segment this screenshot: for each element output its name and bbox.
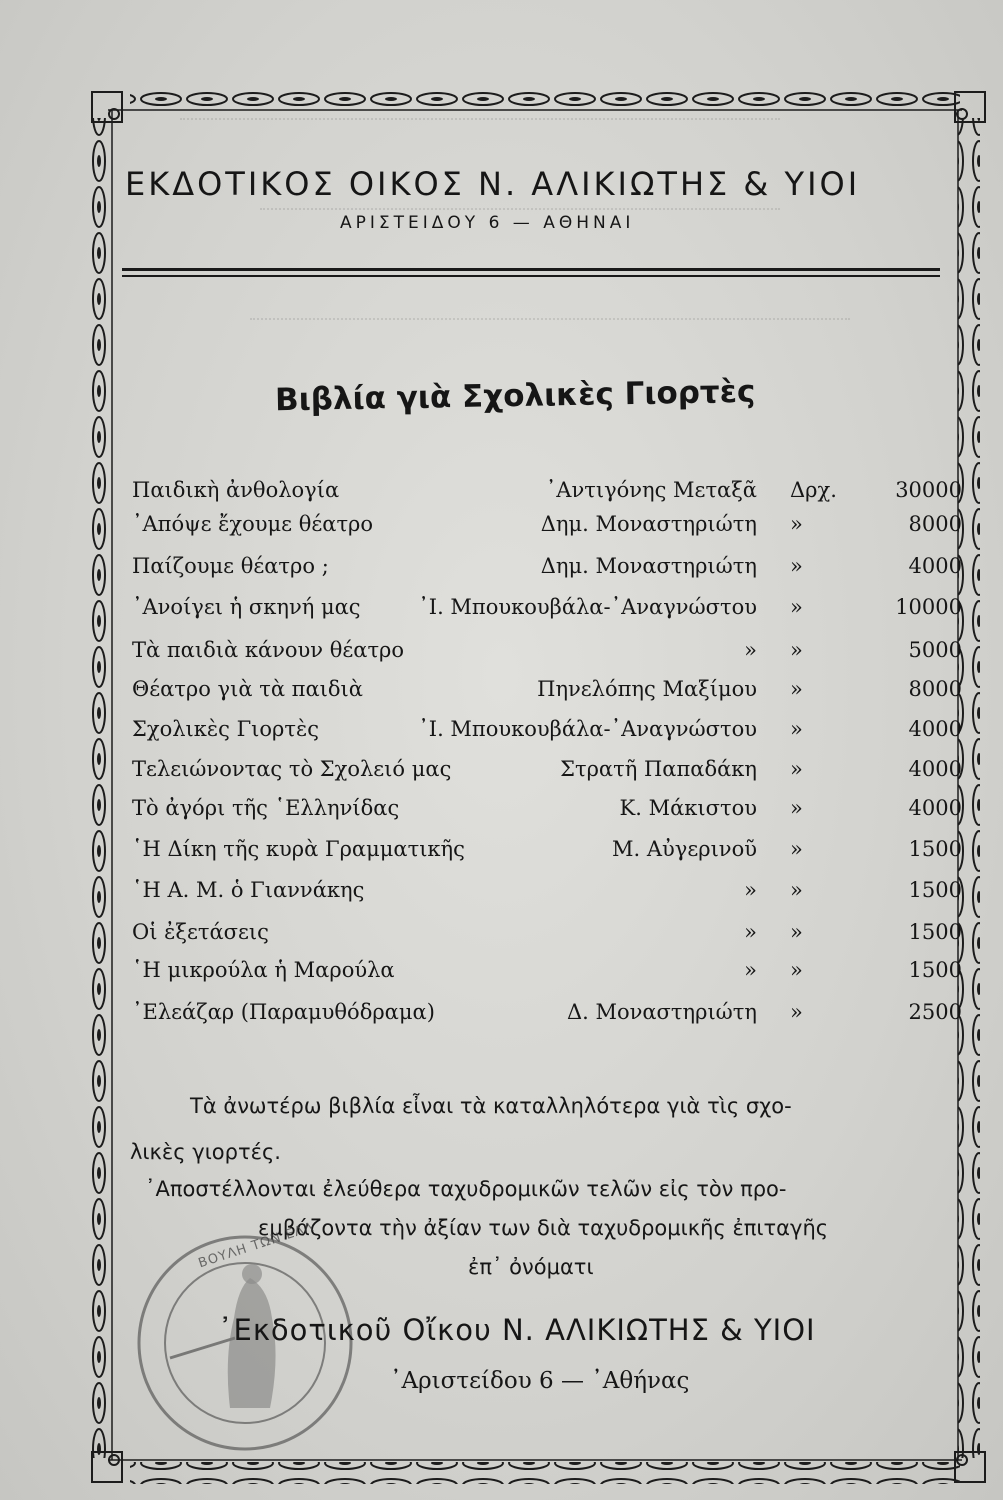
publisher-name: ΕΚΔΟΤΙΚΟΣ ΟΙΚΟΣ Ν. ΑΛΙΚΙΩΤΗΣ & ΥΙΟΙ — [125, 165, 861, 203]
catalog-row — [132, 512, 962, 548]
catalog-row — [132, 717, 962, 753]
catalog-row — [132, 757, 962, 793]
note-line: Τὰ ἀνωτέρω βιβλία εἶναι τὰ καταλληλότερα γιὰ τὶς σχο- — [190, 1094, 792, 1118]
book-author: » — [744, 920, 757, 944]
catalog-row — [132, 677, 962, 713]
book-title: ᾿Ελεάζαρ (Παραμυθόδραμα) — [132, 1000, 435, 1024]
book-price: 1500 — [908, 920, 962, 944]
book-currency: » — [790, 677, 803, 701]
book-currency: » — [790, 757, 803, 781]
book-currency: » — [790, 920, 803, 944]
catalog-row — [132, 796, 962, 832]
book-author: ᾿Ι. Μπουκουβάλα-᾿Αναγνώστου — [418, 595, 757, 619]
book-title: ᾿Απόψε ἔχουμε θέατρο — [132, 512, 374, 536]
book-author: ᾿Αντιγόνης Μεταξᾶ — [545, 478, 757, 502]
header-rule — [122, 268, 940, 271]
book-author: » — [744, 638, 757, 662]
book-title: ῾Η Δίκη τῆς κυρὰ Γραμματικῆς — [132, 837, 465, 861]
book-author: Δ. Μοναστηριώτη — [566, 1000, 757, 1024]
book-author: Πηνελόπης Μαξίμου — [537, 677, 757, 701]
book-currency: » — [790, 878, 803, 902]
catalog-row — [132, 1000, 962, 1036]
book-currency: » — [790, 796, 803, 820]
note-line: ᾿Αποστέλλονται ἐλεύθερα ταχυδρομικῶν τελῶν εἰς τὸν προ- — [145, 1177, 787, 1201]
catalog-row — [132, 878, 962, 914]
book-author: Στρατῆ Παπαδάκη — [560, 757, 757, 781]
book-currency: » — [790, 1000, 803, 1024]
book-currency: » — [790, 638, 803, 662]
note-line: εμβάζοντα τὴν ἀξίαν των διὰ ταχυδρομικῆς ἐπιταγῆς — [258, 1216, 829, 1240]
book-price: 4000 — [908, 554, 962, 578]
book-title: Τὸ ἀγόρι τῆς ῾Ελληνίδας — [132, 796, 400, 820]
book-price: 1500 — [908, 878, 962, 902]
book-price: 8000 — [908, 512, 962, 536]
headline: Βιβλία γιὰ Σχολικὲς Γιορτὲς — [274, 373, 756, 419]
book-author: » — [744, 958, 757, 982]
catalog-row — [132, 638, 962, 674]
footer-publisher-name: ᾿Εκδοτικοῦ Οἴκου Ν. ΑΛΙΚΙΩΤΗΣ & ΥΙΟΙ — [218, 1313, 816, 1347]
book-price: 1500 — [908, 958, 962, 982]
catalog-row — [132, 595, 962, 631]
book-price: 1500 — [908, 837, 962, 861]
book-price: 4000 — [908, 717, 962, 741]
book-currency: Δρχ. — [790, 478, 837, 502]
book-author: » — [744, 878, 757, 902]
book-title: Τελειώνοντας τὸ Σχολειό μας — [132, 757, 452, 781]
book-price: 10000 — [895, 595, 962, 619]
note-line: ἐπ᾿ ὀνόματι — [468, 1255, 594, 1279]
book-title: ῾Η Α. Μ. ὁ Γιαννάκης — [132, 878, 365, 902]
header-rule-thin — [122, 275, 940, 277]
publisher-address: ΑΡΙΣΤΕΙΔΟΥ 6 — ΑΘΗΝΑΙ — [340, 213, 635, 233]
book-currency: » — [790, 837, 803, 861]
catalog-row — [132, 554, 962, 590]
book-price: 30000 — [895, 478, 962, 502]
book-title: Οἱ ἐξετάσεις — [132, 920, 269, 944]
book-title: Σχολικὲς Γιορτὲς — [132, 717, 320, 741]
stamp-label: ΒΟΥΛΗ ΤΩΝ ΕΛΛ — [196, 1219, 316, 1272]
book-currency: » — [790, 717, 803, 741]
catalog-row — [132, 958, 962, 994]
catalog-row — [132, 920, 962, 956]
book-title: Θέατρο γιὰ τὰ παιδιὰ — [132, 677, 363, 701]
book-price: 2500 — [908, 1000, 962, 1024]
book-author: Δημ. Μοναστηριώτη — [540, 512, 757, 536]
footer-address: ᾿Αριστείδου 6 — ᾿Αθήνας — [390, 1368, 690, 1394]
book-author: Δημ. Μοναστηριώτη — [540, 554, 757, 578]
book-currency: » — [790, 595, 803, 619]
book-author: Μ. Αὐγερινοῦ — [612, 837, 757, 861]
book-currency: » — [790, 554, 803, 578]
book-currency: » — [790, 958, 803, 982]
book-price: 8000 — [908, 677, 962, 701]
catalog-row — [132, 478, 962, 514]
book-price: 4000 — [908, 796, 962, 820]
book-title: ῾Η μικρούλα ἡ Μαρούλα — [132, 958, 395, 982]
book-title: Παιδικὴ ἀνθολογία — [132, 478, 340, 502]
book-author: ᾿Ι. Μπουκουβάλα-᾿Αναγνώστου — [418, 717, 757, 741]
book-currency: » — [790, 512, 803, 536]
book-author: Κ. Μάκιστου — [619, 796, 757, 820]
book-price: 5000 — [908, 638, 962, 662]
catalog-row — [132, 837, 962, 873]
note-line: λικὲς γιορτές. — [130, 1140, 281, 1164]
book-title: Παίζουμε θέατρο ; — [132, 554, 329, 578]
book-title: ᾿Ανοίγει ἡ σκηνή μας — [132, 595, 361, 619]
book-price: 4000 — [908, 757, 962, 781]
book-title: Τὰ παιδιὰ κάνουν θέατρο — [132, 638, 405, 662]
